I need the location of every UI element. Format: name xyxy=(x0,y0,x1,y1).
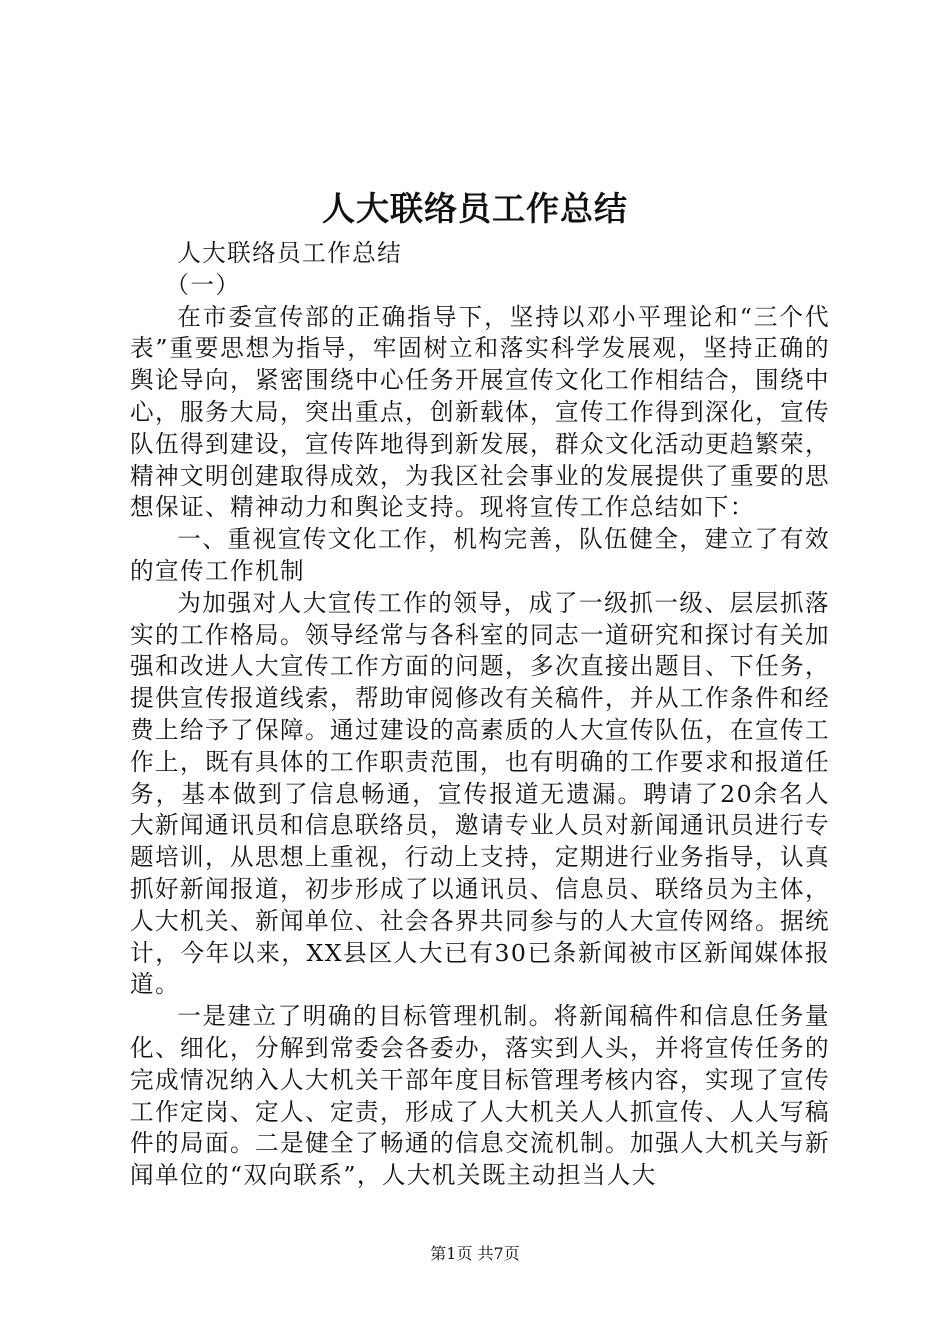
body-paragraph: 在市委宣传部的正确指导下，坚持以邓小平理论和“三个代表”重要思想为指导，牢固树立和落实科学发展观，坚持正确的舆论导向，紧密围绕中心任务开展宣传文化工作相结合，围绕中心，服务大局，突出重点，创新载体，宣传工作得到深化，宣传队伍得到建设，宣传阵地得到新发展，群众文化活动更趋繁荣，精神文明创建取得成效，为我区社会事业的发展提供了重要的思想保证、精神动力和舆论支持。现将宣传工作总结如下： xyxy=(130,302,830,522)
subtitle-paragraph: 人大联络员工作总结 xyxy=(177,239,403,267)
document-title: 人大联络员工作总结 xyxy=(322,189,628,228)
page-footer: 第1页 共7页 xyxy=(430,1244,520,1263)
section-number-paragraph: （一） xyxy=(165,270,241,299)
document-body xyxy=(130,238,830,1192)
body-paragraph: 为加强对人大宣传工作的领导，成了一级抓一级、层层抓落实的工作格局。领导经常与各科室的同志一道研究和探讨有关加强和改进人大宣传工作方面的问题，多次直接出题目、下任务，提供宣传报道线索，帮助审阅修改有关稿件，并从工作条件和经费上给予了保障。通过建设的高素质的人大宣传队伍，在宣传工作上，既有具体的工作职责范围，也有明确的工作要求和报道任务，基本做到了信息畅通，宣传报道无遗漏。聘请了20余名人大新闻通讯员和信息联络员，邀请专业人员对新闻通讯员进行专题培训，从思想上重视，行动上支持，定期进行业务指导，认真抓好新闻报道，初步形成了以通讯员、信息员、联络员为主体，人大机关、新闻单位、社会各界共同参与的人大宣传网络。据统计，今年以来，XX县区人大已有30已条新闻被市区新闻媒体报道。 xyxy=(130,588,830,999)
body-paragraph: 一是建立了明确的目标管理机制。将新闻稿件和信息任务量化、细化，分解到常委会各委办，落实到人头，并将宣传任务的完成情况纳入人大机关干部年度目标管理考核内容，实现了宣传工作定岗、定人、定责，形成了人大机关人人抓宣传、人人写稿件的局面。二是健全了畅通的信息交流机制。加强人大机关与新闻单位的“双向联系”，人大机关既主动担当人大 xyxy=(130,1002,830,1190)
section-heading-paragraph: 一、重视宣传文化工作，机构完善，队伍健全，建立了有效的宣传工作机制 xyxy=(130,525,830,585)
